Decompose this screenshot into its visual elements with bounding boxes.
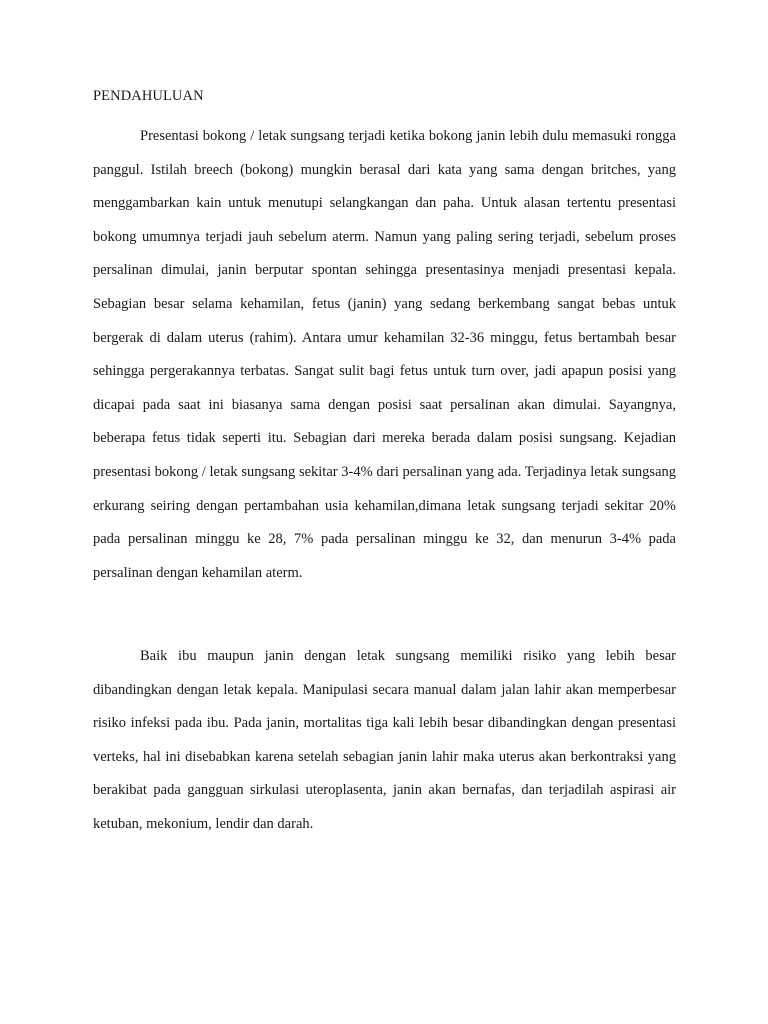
- paragraph-1: Presentasi bokong / letak sungsang terjadi ketika bokong janin lebih dulu memasuki rongga panggul. Istilah breech (bokong) mungkin berasal dari kata yang sama dengan britches, yang menggambarkan kain untuk menutupi selangkangan dan paha. Untuk alasan tertentu presentasi bokong umumnya terjadi jauh sebelum aterm. Namun yang paling sering terjadi, sebelum proses persalinan dimulai, janin berputar spontan sehingga presentasinya menjadi presentasi kepala. Sebagian besar selama kehamilan, fetus (janin) yang sedang berkembang sangat bebas untuk bergerak di dalam uterus (rahim). Antara umur kehamilan 32-36 minggu, fetus bertambah besar sehingga pergerakannya terbatas. Sangat sulit bagi fetus untuk turn over, jadi apapun posisi yang dicapai pada saat ini biasanya sama dengan posisi saat persalinan akan dimulai. Sayangnya, beberapa fetus tidak seperti itu. Sebagian dari mereka berada dalam posisi sungsang. Kejadian presentasi bokong / letak sungsang sekitar 3-4% dari persalinan yang ada. Terjadinya letak sungsang erkurang seiring dengan pertambahan usia kehamilan,dimana letak sungsang terjadi sekitar 20% pada persalinan minggu ke 28, 7% pada persalinan minggu ke 32, dan menurun 3-4% pada persalinan dengan kehamilan aterm.: [93, 128, 676, 581]
- paragraph-2: Baik ibu maupun janin dengan letak sungsang memiliki risiko yang lebih besar dibandingkan dengan letak kepala. Manipulasi secara manual dalam jalan lahir akan memperbesar risiko infeksi pada ibu. Pada janin, mortalitas tiga kali lebih besar dibandingkan dengan presentasi verteks, hal ini disebabkan karena setelah sebagian janin lahir maka uterus akan berkontraksi yang berakibat pada gangguan sirkulasi uteroplasenta, janin akan bernafas, dan terjadilah aspirasi air ketuban, mekonium, lendir dan darah.: [93, 648, 676, 832]
- section-heading: PENDAHULUAN: [93, 88, 204, 104]
